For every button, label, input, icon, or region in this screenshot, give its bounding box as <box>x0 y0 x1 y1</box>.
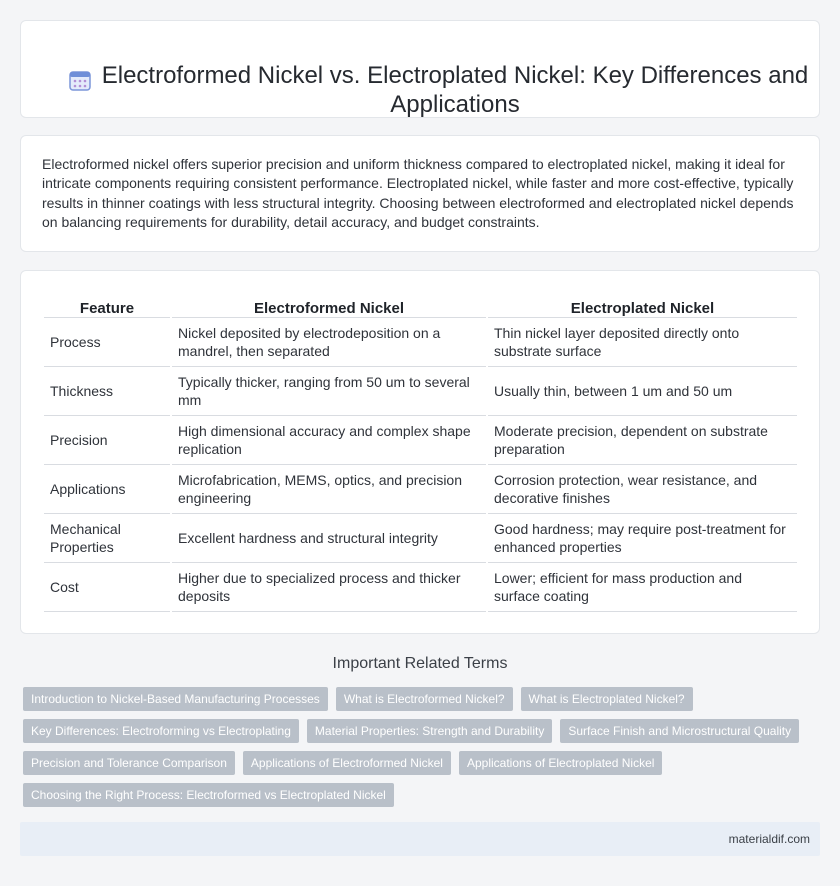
table-row <box>44 514 797 563</box>
related-term-tag[interactable]: What is Electroplated Nickel? <box>521 687 693 711</box>
header-electroformed: Electroformed Nickel <box>172 295 486 318</box>
calendar-icon <box>68 68 92 92</box>
electroplated-cell: Lower; efficient for mass production and surface coating <box>488 563 797 612</box>
related-term-tag[interactable]: Material Properties: Strength and Durability <box>307 719 552 743</box>
table-row <box>44 563 797 612</box>
related-term-tag[interactable]: Introduction to Nickel-Based Manufacturing Processes <box>23 687 328 711</box>
electroplated-cell: Corrosion protection, wear resistance, and decorative finishes <box>488 465 797 514</box>
related-terms-heading: Important Related Terms <box>332 655 508 672</box>
related-term-tag[interactable]: Precision and Tolerance Comparison <box>23 751 235 775</box>
feature-cell: Precision <box>44 416 170 465</box>
related-term-tag[interactable]: Surface Finish and Microstructural Quality <box>560 719 799 743</box>
feature-cell: Mechanical Properties <box>44 514 170 563</box>
electroformed-cell: High dimensional accuracy and complex shape replication <box>172 416 486 465</box>
table-row <box>44 367 797 416</box>
related-term-tag[interactable]: What is Electroformed Nickel? <box>336 687 513 711</box>
intro-paragraph: Electroformed nickel offers superior precision and uniform thickness compared to electroplated nickel, making it ideal for intricate components requiring consistent performance. Electroplated nickel, while faster and more cost-effective, typically results in thinner coatings with less structural integrity. Choosing between electroformed and electroplated nickel depends on balancing requirements for durability, detail accuracy, and budget constraints. <box>42 156 794 231</box>
page-title: Electroformed Nickel vs. Electroplated Nickel: Key Differences and Applications <box>101 62 809 118</box>
comparison-table-card <box>20 270 820 634</box>
electroplated-cell: Usually thin, between 1 um and 50 um <box>488 367 797 416</box>
electroformed-cell: Typically thicker, ranging from 50 um to several mm <box>172 367 486 416</box>
header-feature: Feature <box>44 295 170 318</box>
related-term-tag[interactable]: Applications of Electroformed Nickel <box>243 751 451 775</box>
footer <box>20 822 820 856</box>
table-row <box>44 465 797 514</box>
electroplated-cell: Good hardness; may require post-treatment for enhanced properties <box>488 514 797 563</box>
table-row <box>44 318 797 367</box>
electroplated-cell: Thin nickel layer deposited directly onto substrate surface <box>488 318 797 367</box>
related-term-tag[interactable]: Key Differences: Electroforming vs Electroplating <box>23 719 299 743</box>
comparison-table <box>42 295 799 612</box>
feature-cell: Applications <box>44 465 170 514</box>
feature-cell: Cost <box>44 563 170 612</box>
related-term-tag[interactable]: Applications of Electroplated Nickel <box>459 751 662 775</box>
table-header-row <box>44 295 797 318</box>
related-terms-list <box>23 687 823 807</box>
electroformed-cell: Microfabrication, MEMS, optics, and precision engineering <box>172 465 486 514</box>
header-electroplated: Electroplated Nickel <box>488 295 797 318</box>
footer-site-link[interactable]: materialdif.com <box>728 832 810 846</box>
feature-cell: Thickness <box>44 367 170 416</box>
intro-card <box>20 135 820 252</box>
electroformed-cell: Higher due to specialized process and thicker deposits <box>172 563 486 612</box>
related-term-tag[interactable]: Choosing the Right Process: Electroformed vs Electroplated Nickel <box>23 783 394 807</box>
table-row <box>44 416 797 465</box>
title-card <box>20 20 820 118</box>
electroplated-cell: Moderate precision, dependent on substrate preparation <box>488 416 797 465</box>
electroformed-cell: Nickel deposited by electrodeposition on a mandrel, then separated <box>172 318 486 367</box>
electroformed-cell: Excellent hardness and structural integrity <box>172 514 486 563</box>
feature-cell: Process <box>44 318 170 367</box>
